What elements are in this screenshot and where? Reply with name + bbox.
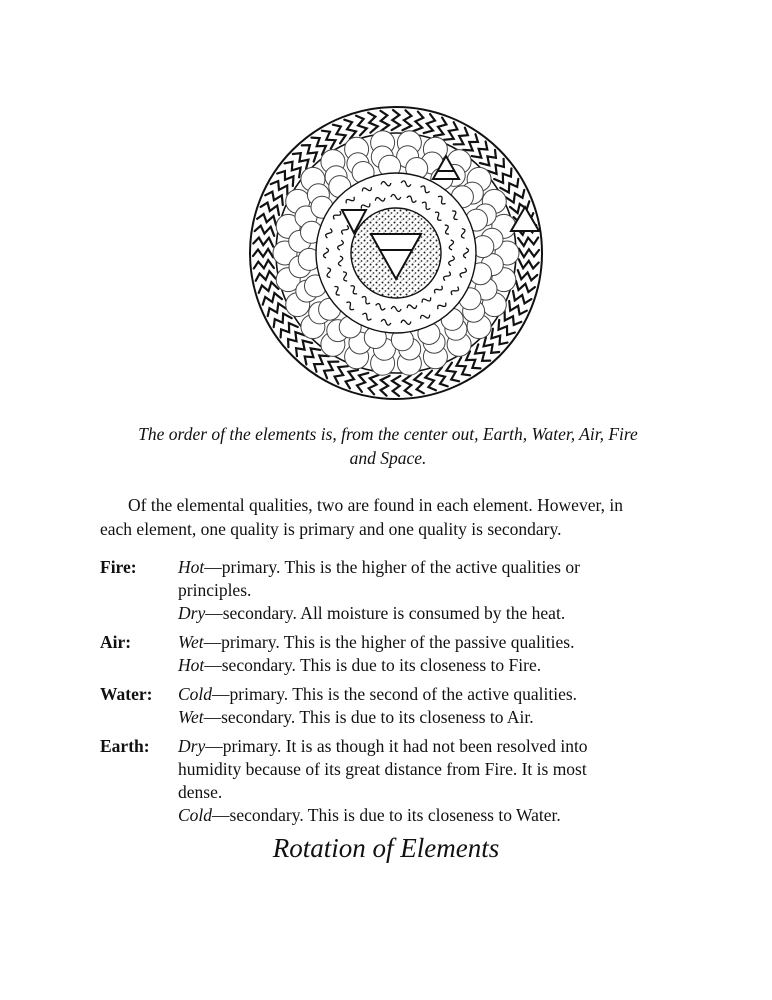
element-label: Earth:	[100, 736, 150, 756]
primary-quality-continued: principles.	[178, 580, 252, 600]
secondary-quality: Dry—secondary. All moisture is consumed by the heat.	[178, 603, 566, 623]
quality-description	[178, 683, 660, 735]
secondary-quality: Cold—secondary. This is due to its closeness to Water.	[178, 805, 561, 825]
primary-quality: Wet—primary. This is the higher of the passive qualities.	[178, 632, 575, 652]
secondary-quality: Hot—secondary. This is due to its closeness to Fire.	[178, 655, 542, 675]
intro-line-2: each element, one quality is primary and one quality is secondary.	[100, 519, 562, 539]
primary-quality: Hot—primary. This is the higher of the active qualities or	[178, 557, 580, 577]
caption-line-1: The order of the elements is, from the center out, Earth, Water, Air, Fire	[138, 424, 638, 444]
element-label: Water:	[100, 684, 153, 704]
quality-description	[178, 631, 660, 683]
element-label: Air:	[100, 632, 132, 652]
primary-quality-continued: dense.	[178, 782, 223, 802]
elements-mandala-figure	[249, 101, 545, 405]
quality-description	[178, 556, 660, 631]
quality-row-air	[100, 631, 660, 683]
quality-row-water	[100, 683, 660, 735]
quality-row-earth	[100, 735, 660, 833]
secondary-quality: Wet—secondary. This is due to its closeness to Air.	[178, 707, 534, 727]
section-title: Rotation of Elements	[272, 833, 500, 863]
primary-quality: Dry—primary. It is as though it had not been resolved into	[178, 736, 588, 756]
caption-line-2: and Space.	[349, 448, 427, 468]
intro-line-1: Of the elemental qualities, two are found in each element. However, in	[128, 495, 623, 515]
primary-quality-continued: humidity because of its great distance from Fire. It is most	[178, 759, 587, 779]
element-label: Fire:	[100, 557, 137, 577]
elements-mandala-svg	[249, 101, 545, 405]
figure-caption	[110, 422, 666, 470]
primary-quality: Cold—primary. This is the second of the active qualities.	[178, 684, 578, 704]
intro-paragraph	[100, 493, 684, 541]
quality-row-fire	[100, 556, 660, 631]
element-qualities-list	[100, 556, 660, 833]
quality-description	[178, 735, 660, 833]
